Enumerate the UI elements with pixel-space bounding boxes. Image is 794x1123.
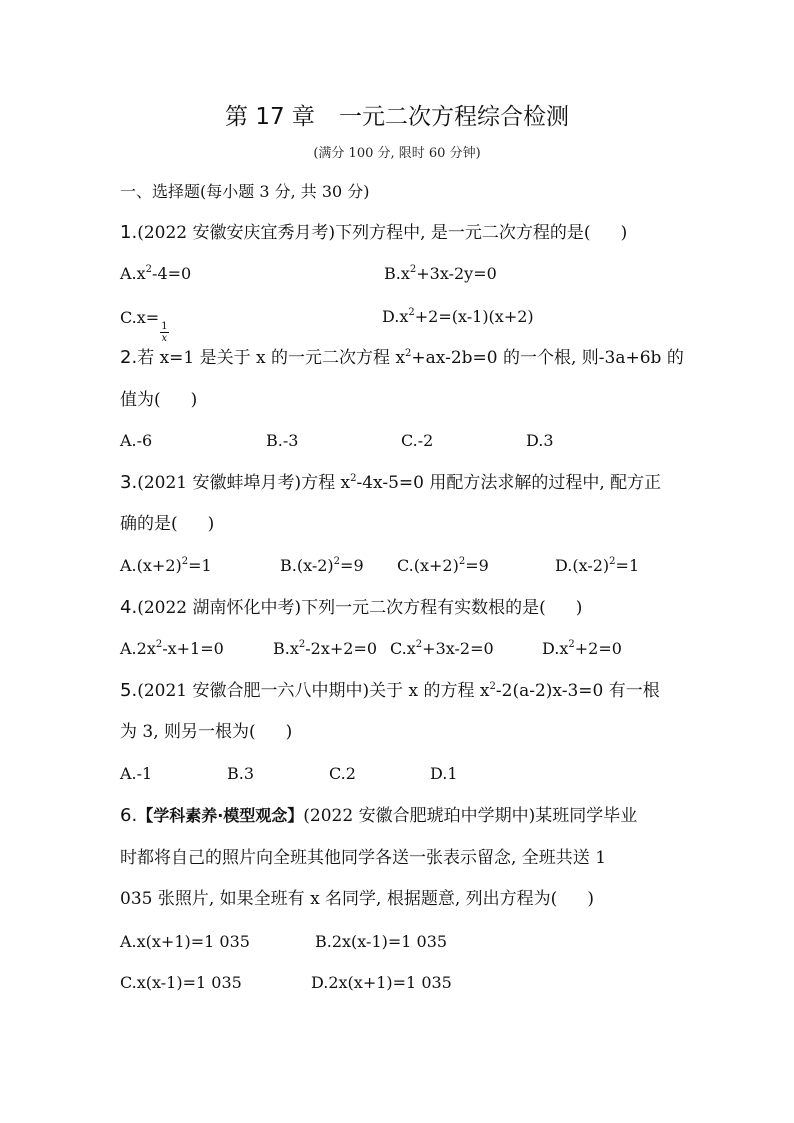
q4-option-a[interactable]: $A.2x^2-x+1=0$ (120, 639, 224, 658)
question-6-line2: 时都将自己的照片向全班其他同学各送一张表示留念, 全班共送 1 (120, 848, 607, 868)
q3-option-a[interactable]: $A.(x+2)^2=1$ (120, 556, 212, 575)
q5-option-b[interactable]: B.3 (227, 764, 255, 783)
q1-option-c[interactable]: C.x= $\frac{1}{x}$ (120, 308, 168, 344)
page-title (0, 100, 794, 134)
question-3: 3.(2021 安徽蚌埠月考)方程 $x^2-4x-5=0$ 用配方法求解的过程中, 配方正 (120, 472, 662, 493)
question-number: 5. (120, 680, 138, 701)
question-number: 3. (120, 472, 138, 493)
question-tag: 【学科素养·模型观念】 (137, 806, 304, 825)
question-3-cont: 确的是( ) (120, 514, 215, 534)
q3-option-c[interactable]: $C.(x+2)^2=9$ (397, 556, 489, 575)
q2-option-a[interactable]: A.-6 (120, 431, 153, 450)
q1-option-a[interactable]: $A.x^2-4=0$ (120, 264, 192, 283)
question-2: 2.若 x=1 是关于 x 的一元二次方程 $x^2+ax-2b=0$ 的一个根, 则-3a+6b 的 (120, 347, 684, 368)
q3-option-d[interactable]: $D.(x-2)^2=1$ (555, 556, 640, 575)
q4-option-c[interactable]: $C.x^2+3x-2=0$ (390, 639, 494, 658)
q4-option-b[interactable]: $B.x^2-2x+2=0$ (273, 639, 378, 658)
question-6-line3: 035 张照片, 如果全班有 x 名同学, 根据题意, 列出方程为( ) (120, 889, 594, 909)
chapter-label: 第 17 章 (225, 104, 315, 130)
q5-option-d[interactable]: D.1 (430, 764, 458, 783)
q5-option-a[interactable]: A.-1 (120, 764, 153, 783)
q6-option-d[interactable]: D.2x(x+1)=1 035 (311, 973, 452, 992)
question-6: 6.【学科素养·模型观念】(2022 安徽合肥琥珀中学期中)某班同学毕业 (120, 805, 638, 826)
section-heading: 一、选择题(每小题 3 分, 共 30 分) (120, 182, 370, 201)
exam-info: (满分 100 分, 限时 60 分钟) (313, 146, 481, 161)
q6-option-c[interactable]: C.x(x-1)=1 035 (120, 973, 242, 992)
q2-option-d[interactable]: D.3 (526, 431, 554, 450)
q5-option-c[interactable]: C.2 (329, 764, 356, 783)
question-text: (2022 安徽安庆宜秀月考)下列方程中, 是一元二次方程的是( (137, 223, 591, 243)
question-number: 6. (120, 805, 138, 826)
question-5: 5.(2021 安徽合肥一六八中期中)关于 x 的方程 $x^2-2(a-2)x-3=0$ 有一根 (120, 680, 660, 701)
question-5-cont: 为 3, 则另一根为( ) (120, 722, 293, 742)
q6-option-b[interactable]: B.2x(x-1)=1 035 (315, 932, 448, 951)
q4-option-d[interactable]: $D.x^2+2=0$ (542, 639, 622, 658)
question-2-cont: 值为( ) (120, 390, 198, 410)
question-number: 4. (120, 597, 138, 618)
q2-option-b[interactable]: B.-3 (266, 431, 299, 450)
question-4: 4.(2022 湖南怀化中考)下列一元二次方程有实数根的是( ) (120, 597, 583, 618)
question-number: 2. (120, 347, 138, 368)
q1-option-d[interactable]: $D.x^2+2=(x-1)(x+2)$ (382, 307, 534, 326)
question-number: 1. (120, 222, 138, 243)
chapter-title: 一元二次方程综合检测 (338, 104, 569, 130)
fraction: $\frac{1}{x}$ (161, 321, 168, 344)
q6-option-a[interactable]: A.x(x+1)=1 035 (120, 932, 250, 951)
q3-option-b[interactable]: $B.(x-2)^2=9$ (280, 556, 364, 575)
q2-option-c[interactable]: C.-2 (401, 431, 434, 450)
question-1: 1.(2022 安徽安庆宜秀月考)下列方程中, 是一元二次方程的是( ) (120, 222, 628, 243)
q1-option-b[interactable]: $B.x^2+3x-2y=0$ (384, 264, 497, 283)
